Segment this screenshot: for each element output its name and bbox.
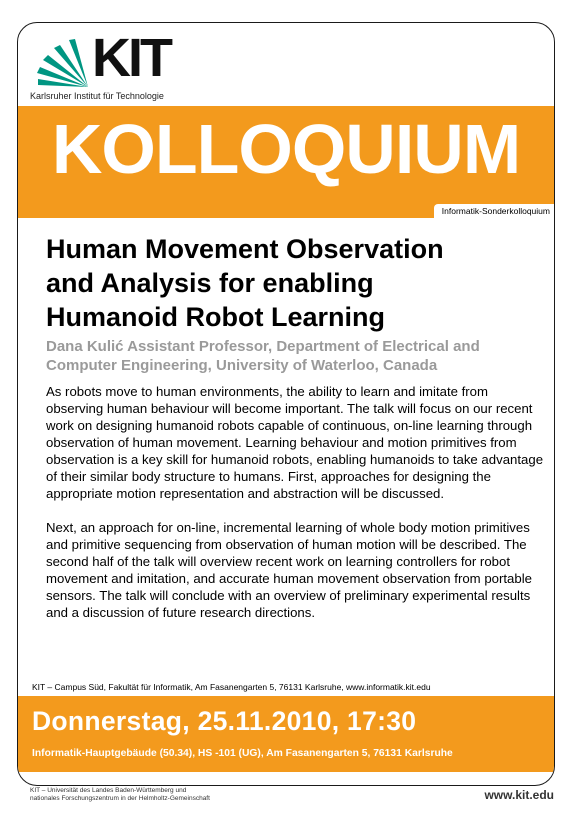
- talk-title-line: Human Movement Observation: [46, 234, 444, 264]
- kolloquium-banner: [18, 106, 554, 218]
- kit-logo-word: KIT: [92, 28, 170, 88]
- speaker-line: Computer Engineering, University of Waterloo, Canada: [46, 357, 438, 374]
- kit-logo-subtitle: Karlsruher Institut für Technologie: [30, 91, 164, 101]
- banner-subtitle: Informatik-Sonderkolloquium: [434, 204, 554, 218]
- abstract: [46, 383, 548, 638]
- poster-frame: [17, 22, 555, 786]
- event-banner: [18, 696, 554, 772]
- footer-line: nationales Forschungszentrum in der Helmholtz-Gemeinschaft: [30, 794, 210, 802]
- talk-title-line: Humanoid Robot Learning: [46, 302, 385, 332]
- talk-title-line: and Analysis for enabling: [46, 268, 374, 298]
- event-location: Informatik-Hauptgebäude (50.34), HS -101 (UG), Am Fasanengarten 5, 76131 Karlsruhe: [32, 748, 453, 759]
- kit-fan-icon: [30, 35, 92, 87]
- footer-line: KIT – Universität des Landes Baden-Württemberg und: [30, 787, 187, 794]
- kit-logo: [30, 28, 190, 105]
- banner-title: KOLLOQUIUM: [51, 110, 521, 188]
- footer-institution: [30, 787, 210, 802]
- event-date: Donnerstag, 25.11.2010, 17:30: [32, 706, 417, 736]
- footer-website-link[interactable]: www.kit.edu: [484, 788, 554, 802]
- talk-title: [46, 232, 546, 334]
- abstract-paragraph: Next, an approach for on-line, incremental learning of whole body motion primitives and primitive sequencing from observation of human motion will be described. The second half of the talk will overview recent work on learning controllers for robot movement and imitation, and accurate human movement observation from portable sensors. The talk will conclude with an overview of preliminary experimental results and a discussion of future research directions.: [46, 520, 532, 620]
- campus-address: KIT – Campus Süd, Fakultät für Informatik, Am Fasanengarten 5, 76131 Karlsruhe, www.informatik.kit.edu: [32, 682, 431, 692]
- speaker-line: Dana Kulić Assistant Professor, Department of Electrical and: [46, 338, 480, 355]
- speaker-info: [46, 337, 546, 375]
- abstract-paragraph: As robots move to human environments, the ability to learn and imitate from observing human behaviour will become important. The talk will focus on our recent work on designing humanoid robots capable of continuous, on-line learning through observation of human movement. Learning behaviour and motion primitives from observation is a key skill for humanoid robots, enabling humanoids to take advantage of their similar body structure to humans. First, approaches for designing the appropriate motion representation and abstraction will be discussed.: [46, 384, 544, 501]
